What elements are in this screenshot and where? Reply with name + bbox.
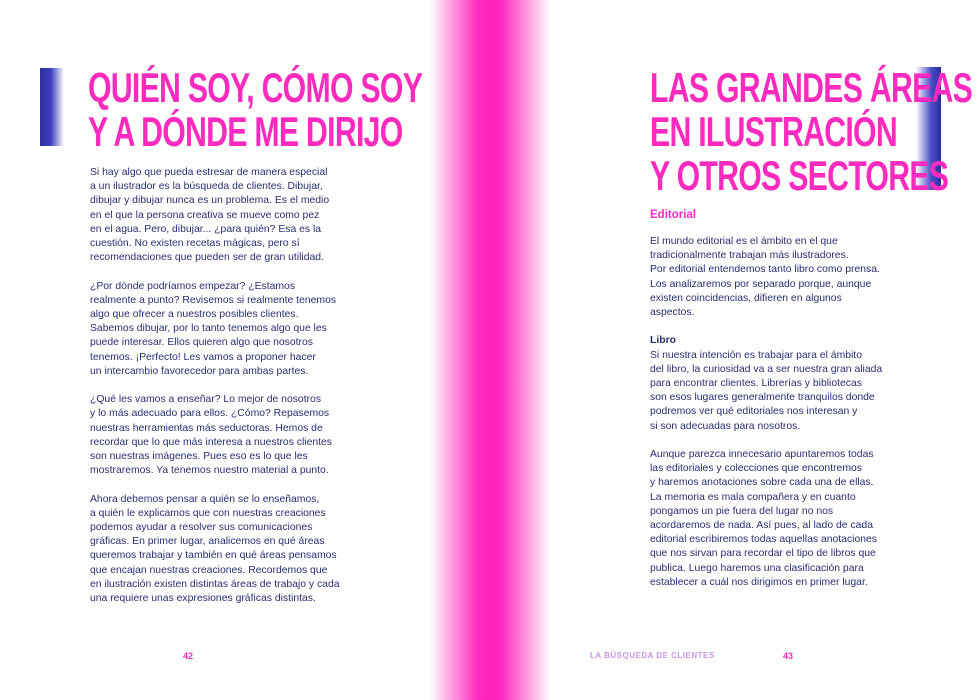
text-line: establecer a cuál nos dirigimos en primer lugar. xyxy=(650,576,868,588)
text-line: mostraremos. Ya tenemos nuestro material a punto. xyxy=(90,465,329,477)
text-line: acordaremos de nada. Así pues, al lado de cada xyxy=(650,520,873,532)
text-line: puede interesar. Ellos quieren algo que nosotros xyxy=(90,337,313,349)
text-line: que nos sirvan para recordar el tipo de libros que xyxy=(650,548,876,560)
right-page-title xyxy=(650,66,972,198)
left-page-title xyxy=(88,66,422,154)
text-line: cuestión. No existen recetas mágicas, pero sí xyxy=(90,238,300,250)
paragraph-anotaciones xyxy=(650,448,900,590)
page-number-right: 43 xyxy=(783,651,794,661)
text-line: queremos trabajar y también en qué áreas pensamos xyxy=(90,550,337,562)
title-line: Y A DÓNDE ME DIRIJO xyxy=(88,108,403,155)
text-line: en ilustración existen distintas áreas de trabajo y cada xyxy=(90,578,340,590)
text-line: algo que ofrecer a nuestros posibles clientes. xyxy=(90,309,299,321)
paragraph-3 xyxy=(90,393,340,478)
text-line: publica. Luego haremos una clasificación para xyxy=(650,562,864,574)
text-line: podemos ayudar a resolver sus comunicaciones xyxy=(90,522,313,534)
text-line: Por editorial entendemos tanto libro como prensa. xyxy=(650,264,880,276)
text-line: a quién le explicamos que con nuestras creaciones xyxy=(90,507,326,519)
text-line: recomendaciones que pueden ser de gran utilidad. xyxy=(90,252,324,264)
text-line: las editoriales y colecciones que encontremos xyxy=(650,463,862,475)
section-heading-editorial: Editorial xyxy=(650,209,697,221)
text-line: Si nuestra intención es trabajar para el ámbito xyxy=(650,349,862,361)
text-line: El mundo editorial es el ámbito en el que xyxy=(650,236,838,247)
text-line: realmente a punto? Revisemos si realmente tenemos xyxy=(90,294,337,306)
text-line: en el que la persona creativa se mueve como pez xyxy=(90,209,320,221)
text-line: tradicionalmente trabajan más ilustradores. xyxy=(650,250,849,262)
text-line: un intercambio favorecedor para ambas partes. xyxy=(90,365,309,377)
text-line: Sabemos dibujar, por lo tanto tenemos algo que les xyxy=(90,323,327,335)
text-line: son esos lugares generalmente tranquilos donde xyxy=(650,392,875,404)
text-line: aspectos. xyxy=(650,307,695,319)
text-line: una requiere unas expresiones gráficas distintas. xyxy=(90,593,316,605)
right-page-body xyxy=(650,235,900,604)
text-line: recordar que lo que más interesa a nuestros clientes xyxy=(90,436,333,448)
paragraph-intro xyxy=(650,235,900,320)
text-line: tenemos. ¡Perfecto! Les vamos a proponer hacer xyxy=(90,351,316,363)
text-line: nuestras herramientas más seductoras. Hemos de xyxy=(90,422,323,434)
text-line: ¿Por dónde podríamos empezar? ¿Estamos xyxy=(90,280,296,292)
text-line: y lo más adecuado para ellos. ¿Cómo? Repasemos xyxy=(90,408,330,420)
text-line: del libro, la curiosidad va a ser nuestra gran aliada xyxy=(650,363,883,375)
text-line: La memoria es mala compañera y en cuanto xyxy=(650,491,856,503)
subheading-libro: Libro xyxy=(650,335,676,347)
paragraph-libro xyxy=(650,334,900,433)
left-page-body xyxy=(90,166,340,620)
text-line: editorial escribiremos todas aquellas anotaciones xyxy=(650,534,877,546)
title-line: QUIÉN SOY, CÓMO SOY xyxy=(88,64,423,111)
left-edge-tab xyxy=(40,68,64,146)
text-line: que encajan nuestras creaciones. Recordemos que xyxy=(90,564,328,576)
text-line: Si hay algo que pueda estresar de manera especial xyxy=(90,167,328,178)
text-line: Aunque parezca innecesario apuntaremos todas xyxy=(650,449,874,461)
title-line: Y OTROS SECTORES xyxy=(650,152,949,199)
text-line: ¿Qué les vamos a enseñar? Lo mejor de nosotros xyxy=(90,394,322,406)
text-line: Los analizaremos por separado porque, aunque xyxy=(650,278,872,290)
title-line: LAS GRANDES ÁREAS xyxy=(650,64,973,111)
text-line: son nuestras imágenes. Pues eso es lo que les xyxy=(90,451,308,463)
title-line: EN ILUSTRACIÓN xyxy=(650,108,897,155)
text-line: a un ilustrador es la búsqueda de clientes. Dibujar, xyxy=(90,181,323,193)
text-line: Ahora debemos pensar a quién se lo enseñamos, xyxy=(90,493,320,505)
paragraph-4 xyxy=(90,493,340,607)
text-line: podremos ver qué editoriales nos interesan y xyxy=(650,406,858,418)
text-line: existen coincidencias, difieren en algunos xyxy=(650,292,842,304)
page-number-left: 42 xyxy=(183,651,194,661)
text-line: dibujar y dibujar nunca es un problema. Es el medio xyxy=(90,195,330,207)
running-head: LA BÚSQUEDA DE CLIENTES xyxy=(590,651,715,660)
text-line: para encontrar clientes. Librerías y bibliotecas xyxy=(650,378,862,390)
paragraph-2 xyxy=(90,280,340,379)
text-line: en el agua. Pero, dibujar... ¿para quién? Esa es la xyxy=(90,223,322,235)
center-gutter-gradient xyxy=(430,0,550,700)
text-line: si son adecuadas para nosotros. xyxy=(650,420,801,432)
text-line: gráficas. En primer lugar, analicemos en qué áreas xyxy=(90,536,325,548)
text-line: y haremos anotaciones sobre cada una de ellas. xyxy=(650,477,874,489)
text-line: pongamos un pie fuera del lugar no nos xyxy=(650,505,834,517)
paragraph-1 xyxy=(90,166,340,265)
